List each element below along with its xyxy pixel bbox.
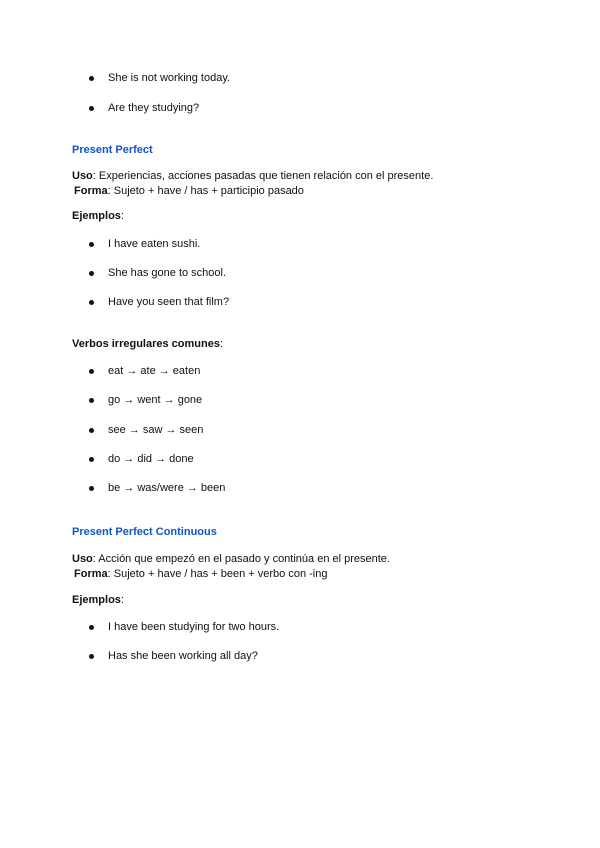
list-item-text: She is not working today.	[108, 72, 231, 84]
section-heading-present-perfect: Present Perfect	[72, 144, 153, 156]
uso-line	[72, 169, 433, 183]
bullet-icon	[89, 106, 94, 111]
ejemplos-colon: :	[120, 594, 124, 606]
bullet-icon	[89, 300, 94, 305]
forma-label: Forma	[74, 185, 108, 197]
list-item-text: Has she been working all day?	[108, 650, 258, 662]
ejemplos-label: Ejemplos	[72, 594, 121, 606]
list-item-text: Have you seen that film?	[108, 296, 230, 308]
uso-text: : Experiencias, acciones pasadas que tienen relación con el presente.	[92, 170, 434, 182]
list-item-text: She has gone to school.	[108, 267, 227, 279]
bullet-icon	[89, 625, 94, 630]
list-item-text: eat → ate → eaten	[108, 365, 201, 377]
ejemplos-line	[72, 209, 124, 223]
bullet-icon	[89, 271, 94, 276]
list-item-text: see → saw → seen	[108, 424, 204, 436]
irregular-verbs-label: Verbos irregulares comunes	[72, 338, 220, 350]
irregular-verbs-colon: :	[219, 338, 224, 350]
ejemplos-colon: :	[120, 210, 124, 222]
forma-text: : Sujeto + have / has + been + verbo con -ing	[107, 568, 328, 580]
bullet-icon	[89, 398, 94, 403]
bullet-icon	[89, 369, 94, 374]
ejemplos-line	[72, 593, 124, 607]
bullet-icon	[89, 457, 94, 462]
bullet-icon	[89, 654, 94, 659]
list-item-text: go → went → gone	[108, 394, 203, 406]
list-item-text: do → did → done	[108, 453, 194, 465]
forma-label: Forma	[74, 568, 108, 580]
ejemplos-label: Ejemplos	[72, 210, 121, 222]
bullet-icon	[89, 428, 94, 433]
bullet-icon	[89, 242, 94, 247]
bullet-icon	[89, 76, 94, 81]
list-item-text: Are they studying?	[108, 102, 200, 114]
forma-line	[74, 184, 304, 198]
list-item-text: I have eaten sushi.	[108, 238, 201, 250]
forma-text: : Sujeto + have / has + participio pasado	[107, 185, 304, 197]
irregular-verbs-line	[72, 337, 223, 351]
section-heading-present-perfect-continuous: Present Perfect Continuous	[72, 526, 217, 538]
list-item-text: I have been studying for two hours.	[108, 621, 280, 633]
bullet-icon	[89, 486, 94, 491]
list-item-text: be → was/were → been	[108, 482, 226, 494]
uso-label: Uso	[72, 170, 93, 182]
forma-line	[74, 567, 327, 581]
uso-line	[72, 552, 390, 566]
uso-text: : Acción que empezó en el pasado y continúa en el presente.	[92, 553, 390, 565]
uso-label: Uso	[72, 553, 93, 565]
